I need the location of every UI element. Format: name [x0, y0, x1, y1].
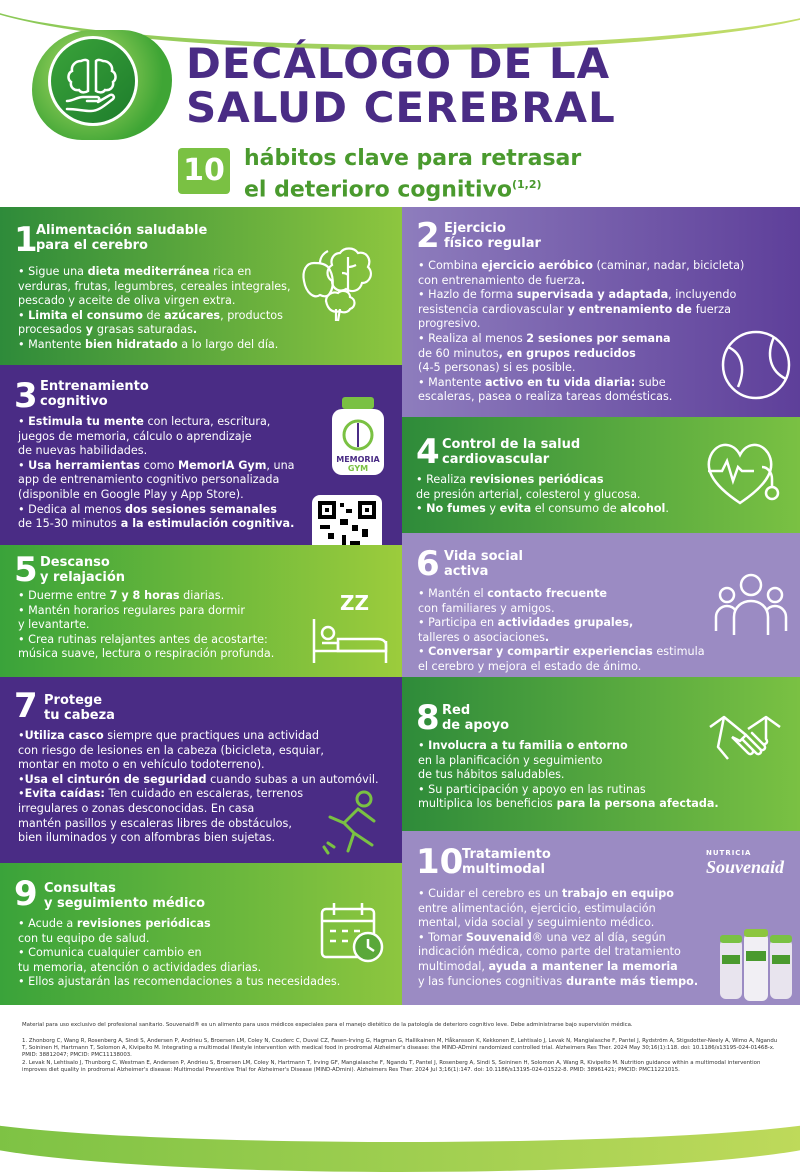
text: mental, vida social y seguimiento médico. — [418, 916, 655, 930]
text: • — [18, 458, 29, 472]
text: • Mantente — [418, 375, 485, 389]
heading-line-1: Protege — [44, 693, 103, 708]
bold-text: azúcares — [164, 308, 221, 322]
footer-reference-1: 1. Zhonborg C, Wang R, Rosenberg A, Sindi S, Andersen P, Andrieu S, Broersen LM, Coley N, Couderc C, Duval CZ, Fasen-Irving G, Hagman G, Hallikainen M, Håkansson K, Kekkonen E, Lehtisalo J, Levak N, Mangialasche F, Pantel J, Rydström A, Stigsdotter-Neely A, Wimo A, Ngandu T, Soininen H, Hartmann T, Solomon A, Kivipelto M. Integrating a multimodal lifestyle intervention with medical food in prodromal Alzheimer's disease: the MIND-ADmini randomized controlled trial. Alzheimers Res Ther. 2024 May 30;16(1):118. doi: 10.1186/s13195-024-01468-x. PMID: 38812047; PMCID: PMC11138003. — [22, 1038, 778, 1058]
text: • Comunica cualquier cambio en — [18, 946, 202, 960]
zz-text: ZZ — [340, 591, 370, 615]
panel-number: 4 — [416, 432, 440, 472]
panel-body — [18, 917, 340, 990]
body-line — [18, 618, 274, 633]
body-line — [18, 633, 274, 648]
body-line — [418, 945, 698, 960]
text: y — [485, 502, 500, 516]
title-line-2: SALUD CEREBRAL — [186, 83, 616, 132]
body-line — [416, 473, 669, 488]
bold-text: bien hidratado — [84, 337, 178, 351]
bold-text: ayuda a mantener la memoria — [488, 959, 678, 973]
heading-line-2: de apoyo — [442, 718, 510, 733]
body-line — [18, 415, 295, 430]
body-line — [418, 390, 744, 405]
text: con familiares y amigos. — [418, 601, 555, 615]
text: el cerebro y mejora el estado de ánimo. — [418, 659, 642, 673]
body-line — [418, 739, 719, 754]
souvenaid-label: Souvenaid — [706, 857, 785, 877]
text: siempre que practiques una actividad — [103, 729, 320, 742]
panel-body — [418, 739, 719, 812]
bold-text: Evita caídas: — [24, 787, 105, 801]
body-line — [18, 265, 291, 280]
body-line — [18, 444, 295, 459]
panel-6 — [402, 533, 800, 677]
body-line — [418, 931, 698, 946]
souvenaid-bottles — [718, 929, 794, 1005]
body-line — [18, 589, 274, 604]
text: montar en moto o en vehículo todoterreno). — [18, 758, 265, 772]
text: • — [418, 739, 429, 752]
body-line — [418, 361, 744, 376]
text: resistencia cardiovascular — [418, 302, 564, 316]
text: • Combina — [418, 259, 482, 272]
body-line — [18, 517, 295, 532]
text: • Duerme entre — [18, 589, 110, 602]
bold-text: Souvenaid — [465, 930, 532, 944]
body-line — [416, 502, 669, 517]
heading-line-1: Tratamiento — [462, 847, 551, 862]
text: • Su participación y apoyo en las rutinas — [418, 782, 646, 796]
heading-line-2: para el cerebro — [36, 238, 148, 253]
bold-text: contacto frecuente — [487, 587, 608, 600]
body-line — [18, 744, 379, 759]
text: cuando subas a un automóvil. — [206, 772, 379, 786]
body-line — [418, 797, 719, 812]
text: , productos — [220, 308, 283, 322]
text: • Ellos ajustarán las recomendaciones a tus necesidades. — [18, 975, 341, 989]
bold-text: durante más tiempo. — [562, 974, 699, 988]
subtitle — [244, 146, 581, 203]
text: multimodal, — [418, 959, 489, 973]
panel-body — [418, 587, 705, 675]
text: juegos de memoria, cálculo o aprendizaje — [18, 429, 252, 443]
panel-body — [416, 473, 669, 517]
panel-heading — [36, 223, 207, 253]
body-line — [418, 975, 698, 990]
text: con riesgo de lesiones en la cabeza (bicicleta, esquiar, — [18, 743, 324, 757]
body-line — [418, 783, 719, 798]
body-line — [418, 960, 698, 975]
memoria-gym-badge — [326, 395, 390, 479]
panel-body — [18, 265, 291, 353]
badge-text — [326, 455, 390, 473]
bold-text: evita — [499, 502, 532, 516]
heading-line-2: activa — [444, 564, 489, 579]
body-line — [418, 645, 705, 660]
heading-line-1: Control de la salud — [442, 437, 581, 452]
body-line — [418, 259, 744, 274]
body-line — [18, 647, 274, 662]
badge-line-1: MEMORIA — [336, 455, 380, 464]
text: , una — [266, 458, 295, 472]
nutricia-label: NUTRICIA — [706, 849, 752, 857]
text: talleres o asociaciones — [418, 630, 545, 644]
bold-text: Estimula tu mente — [28, 415, 144, 428]
page-title — [186, 39, 616, 132]
header — [0, 0, 800, 205]
panel-number: 2 — [416, 216, 440, 256]
heading-line-2: cardiovascular — [442, 452, 550, 467]
subtitle-line-2-text: el deterioro cognitivo — [244, 177, 512, 203]
text: el consumo de — [531, 502, 621, 516]
text: sube — [635, 375, 666, 389]
body-line — [418, 332, 744, 347]
text: • Hazlo de forma — [418, 288, 517, 302]
bold-text: Limita el consumo — [28, 308, 143, 322]
panel-heading — [444, 549, 523, 579]
panel-heading — [442, 437, 580, 467]
footer-reference-2: 2. Levak N, Lehtisalo J, Thunborg C, Westman E, Andersen P, Andrieu S, Broersen LM, Coley N, Hartmann T, Irving GF, Mangialasche F, Ngandu T, Pantel J, Rosenberg A, Sindi S, Soininen H, Solomon A, Wang R, Kivipelto M. Nutrition guidance within a multimodal intervention improves diet quality in prodromal Alzheimer's disease: Multimodal Preventive Trial for Alzheimer's Disease (MIND-ADmini). Alzheimers Res Ther. 2024 Jul 3;16(1):147. doi: 10.1186/s13195-024-01522-8. PMID: 38961421; PMCID: PMC11221015. — [22, 1060, 761, 1073]
body-line — [418, 768, 719, 783]
qr-code[interactable] — [312, 495, 382, 545]
bold-text: supervisada y adaptada — [516, 288, 669, 302]
panel-7 — [0, 677, 402, 863]
panel-number: 10 — [416, 842, 464, 882]
text: • Mantén horarios regulares para dormir — [18, 603, 245, 617]
text: fuerza — [695, 302, 731, 316]
text: • Mantén el — [418, 587, 488, 600]
text: • Dedica al menos — [18, 502, 126, 516]
text: progresivo. — [418, 317, 481, 331]
text: • — [18, 415, 29, 428]
text: de 15-30 minutos — [18, 517, 117, 531]
body-line — [18, 917, 340, 932]
text: en la planificación y seguimiento — [418, 753, 603, 767]
panel-body — [418, 259, 744, 405]
text: , incluyendo — [668, 288, 737, 302]
bold-text: ejercicio aeróbico — [481, 259, 593, 272]
panel-heading — [44, 693, 115, 723]
text: rica en — [209, 265, 252, 278]
panel-number: 5 — [14, 550, 38, 590]
body-line — [18, 473, 295, 488]
text: mantén pasillos y escaleras libres de obstáculos, — [18, 816, 292, 830]
body-line — [418, 288, 744, 303]
heading-line-1: Vida social — [444, 549, 523, 564]
panel-body — [418, 887, 698, 989]
panel-number: 3 — [14, 376, 38, 416]
panel-heading — [40, 555, 125, 585]
panel-9 — [0, 863, 402, 1005]
bold-text: trabajo en equipo — [561, 887, 674, 900]
body-line — [18, 758, 379, 773]
text: de nuevas habilidades. — [18, 444, 148, 458]
text: app de entrenamiento cognitivo personalizada — [18, 473, 280, 487]
tennis-ball-icon — [718, 327, 794, 407]
bold-text: dieta mediterránea — [87, 265, 210, 278]
text: • Tomar — [418, 930, 466, 944]
bold-text: Utiliza casco — [24, 729, 104, 742]
bold-text: revisiones periódicas — [469, 473, 604, 486]
text: verduras, frutas, legumbres, cereales integrales, — [18, 279, 291, 293]
body-line — [18, 459, 295, 474]
body-line — [418, 660, 705, 675]
body-line — [18, 488, 295, 503]
bold-text: dos sesiones semanales — [125, 502, 277, 516]
panel-number: 6 — [416, 544, 440, 584]
heading-line-2: y relajación — [40, 570, 126, 585]
panel-heading — [444, 221, 541, 251]
bold-text: Usa herramientas — [28, 458, 141, 472]
bold-text: y — [81, 323, 97, 337]
body-line — [418, 602, 705, 617]
bold-text: y entrenamiento de — [563, 302, 696, 316]
bold-text: activo en tu vida diaria: — [484, 375, 636, 389]
panel-number: 7 — [14, 686, 38, 726]
text: • Crea rutinas relajantes antes de acostarte: — [18, 632, 268, 646]
body-line — [18, 323, 291, 338]
heading-line-1: Consultas — [44, 881, 116, 896]
souvenaid-logo — [706, 849, 784, 878]
body-line — [418, 916, 698, 931]
body-line — [18, 729, 379, 744]
heading-line-1: Alimentación saludable — [36, 223, 208, 238]
panel-8 — [402, 677, 800, 831]
text: ® una vez al día, según — [531, 930, 666, 944]
text: pescado y aceite de oliva virgen extra. — [18, 294, 236, 308]
bold-text: . — [544, 630, 550, 644]
heart-stethoscope-icon — [700, 437, 784, 513]
bold-text: para la persona afectada. — [552, 797, 719, 811]
bold-text: . — [192, 323, 198, 337]
heading-line-1: Descanso — [40, 555, 110, 570]
panel-heading — [462, 847, 551, 877]
body-line — [18, 604, 274, 619]
body-line — [418, 317, 744, 332]
subtitle-line-1: hábitos clave para retrasar — [244, 146, 582, 171]
text: • — [18, 787, 25, 801]
body-line — [18, 975, 340, 990]
bold-text: MemorIA Gym — [177, 458, 267, 472]
panel-2 — [402, 207, 800, 417]
text: Ten cuidado en escaleras, terrenos — [104, 787, 304, 801]
heading-line-2: multimodal — [462, 862, 545, 877]
body-line — [18, 503, 295, 518]
bold-text: No fumes — [426, 502, 486, 516]
body-line — [18, 946, 340, 961]
brain-hand-icon — [48, 36, 138, 126]
bold-text: . — [580, 273, 585, 287]
text: de — [142, 308, 165, 322]
bold-text: 7 y 8 horas — [109, 589, 180, 602]
heading-line-1: Red — [442, 703, 471, 718]
bold-text: Usa el cinturón de seguridad — [24, 772, 207, 786]
text: diarias. — [179, 589, 225, 602]
text: a lo largo del día. — [177, 337, 279, 351]
text: • Sigue una — [18, 265, 88, 278]
body-line — [418, 274, 744, 289]
falling-person-icon — [318, 787, 388, 863]
text: y las funciones cognitivas — [418, 974, 563, 988]
subtitle-line-2 — [244, 172, 581, 203]
text: como — [140, 458, 178, 472]
group-people-icon — [714, 569, 788, 643]
text: (caminar, nadar, bicicleta) — [592, 259, 745, 272]
body-line — [418, 587, 705, 602]
text: de tus hábitos saludables. — [418, 768, 565, 782]
text: • — [18, 729, 25, 742]
text: irregulares o zonas desconocidas. En casa — [18, 801, 255, 815]
body-line — [18, 309, 291, 324]
text: grasas saturadas — [96, 323, 193, 337]
text: tu memoria, atención o actividades diarias. — [18, 960, 262, 974]
text: con lectura, escritura, — [143, 415, 271, 428]
panel-heading — [44, 881, 205, 911]
text: (4-5 personas) si es posible. — [418, 361, 576, 375]
text: • Realiza al menos — [418, 331, 527, 345]
text: bien iluminados y con alfombras bien sujetas. — [18, 831, 276, 845]
subtitle-number: 10 — [178, 148, 230, 194]
bold-text: revisiones periódicas — [76, 917, 211, 930]
body-line — [418, 376, 744, 391]
text: • Cuidar el cerebro es un — [418, 887, 562, 900]
bold-text: alcohol — [620, 502, 666, 516]
body-line — [418, 887, 698, 902]
footer-disclaimer: Material para uso exclusivo del profesional sanitario. Souvenaid® es un alimento para usos médicos especiales para el manejo dietético de la patología de deterioro cognitivo leve. Debe administrarse bajo supervisión médica. — [22, 1022, 633, 1028]
text: • — [416, 502, 427, 516]
panel-number: 1 — [14, 220, 38, 260]
heading-line-1: Entrenamiento — [40, 379, 149, 394]
panel-number: 9 — [14, 874, 38, 914]
body-line — [18, 338, 291, 353]
body-line — [18, 280, 291, 295]
text: estimula — [652, 645, 705, 659]
sleeping-bed-icon — [310, 591, 390, 669]
body-line — [18, 430, 295, 445]
text: • — [418, 645, 429, 659]
panel-body — [18, 589, 274, 662]
bold-text: Conversar y compartir experiencias — [428, 645, 653, 659]
bold-text: actividades grupales, — [497, 616, 634, 630]
bold-text: Involucra a tu familia o entorno — [428, 739, 628, 752]
panel-3 — [0, 365, 402, 545]
text: • — [18, 308, 29, 322]
calendar-clock-icon — [318, 901, 388, 971]
body-line — [18, 294, 291, 309]
text: indicación médica, como parte del tratamiento — [418, 945, 681, 959]
text: escaleras, pasea o realiza tareas domésticas. — [418, 390, 673, 404]
bold-text: , en grupos reducidos — [498, 346, 636, 360]
text: multiplica los beneficios — [418, 797, 553, 811]
text: (disponible en Google Play y App Store). — [18, 487, 244, 501]
text: de 60 minutos — [418, 346, 499, 360]
body-line — [418, 631, 705, 646]
panel-heading — [442, 703, 509, 733]
text: de presión arterial, colesterol y glucosa. — [416, 487, 641, 501]
badge-line-2: GYM — [347, 464, 369, 473]
bold-text: 2 sesiones por semana — [526, 331, 671, 345]
subtitle-reference: (1,2) — [511, 178, 542, 191]
body-line — [18, 961, 340, 976]
body-line — [418, 616, 705, 631]
fruit-brain-icon — [300, 243, 392, 327]
text: . — [665, 502, 669, 516]
text: • Participa en — [418, 616, 498, 630]
body-line — [18, 932, 340, 947]
heading-line-2: y seguimiento médico — [44, 896, 206, 911]
body-line — [418, 347, 744, 362]
panel-4 — [402, 417, 800, 533]
body-line — [416, 488, 669, 503]
text: entre alimentación, ejercicio, estimulación — [418, 901, 656, 915]
body-line — [418, 902, 698, 917]
text: • — [18, 772, 25, 786]
body-line — [418, 303, 744, 318]
bold-text: a la estimulación cognitiva. — [116, 517, 295, 531]
heading-line-1: Ejercicio — [444, 221, 506, 236]
text: música suave, lectura o respiración profunda. — [18, 647, 275, 661]
text: y levantarte. — [18, 618, 90, 632]
panel-heading — [40, 379, 149, 409]
text: • Acude a — [18, 917, 77, 930]
title-line-1: DECÁLOGO DE LA — [186, 39, 611, 88]
heading-line-2: físico regular — [444, 236, 541, 251]
body-line — [418, 754, 719, 769]
panel-body — [18, 415, 295, 532]
heading-line-2: cognitivo — [40, 394, 108, 409]
panel-1 — [0, 207, 402, 365]
text: procesados — [18, 323, 82, 337]
text: • Realiza — [416, 473, 470, 486]
handshake-icon — [708, 707, 782, 781]
panel-5 — [0, 545, 402, 677]
text: con entrenamiento de fuerza — [418, 273, 581, 287]
text: con tu equipo de salud. — [18, 931, 150, 945]
footer-swoosh-mask — [0, 1082, 800, 1142]
panel-number: 8 — [416, 698, 440, 738]
text: • Mantente — [18, 337, 85, 351]
heading-line-2: tu cabeza — [44, 708, 115, 723]
panel-10 — [402, 831, 800, 1005]
body-line — [18, 773, 379, 788]
